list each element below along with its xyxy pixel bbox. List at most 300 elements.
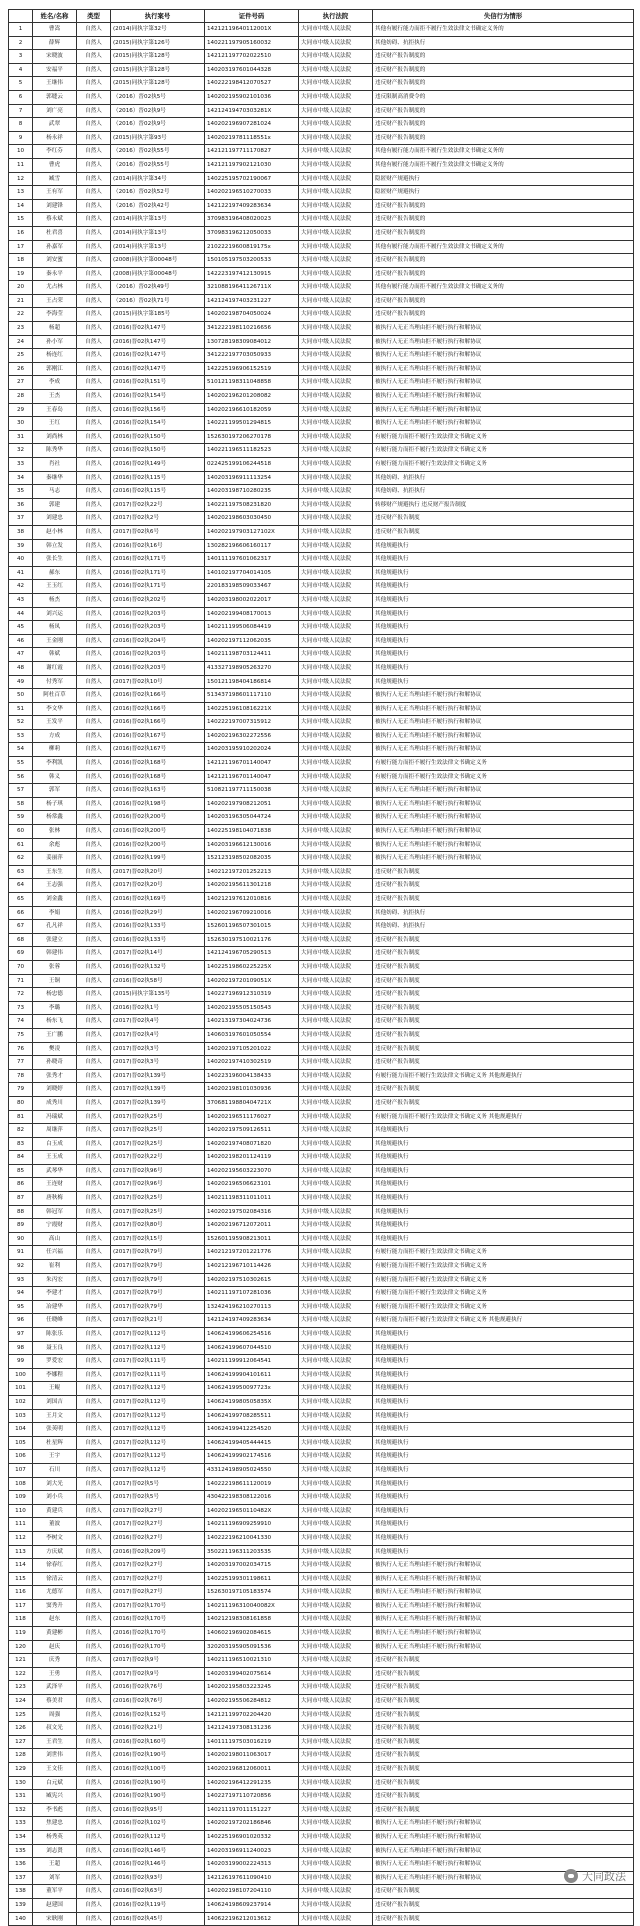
cell-index: 21 [9,294,33,308]
cell-case-number: （2016）晋02执49号 [111,281,205,295]
cell-case-number: (2016)晋02执203号 [111,621,205,635]
cell-index: 125 [9,1708,33,1722]
cell-name: 尤占林 [33,281,77,295]
cell-case-number: (2016)晋02执171号 [111,580,205,594]
cell-type: 自然人 [77,1491,111,1505]
table-row [9,63,634,77]
cell-type: 自然人 [77,1790,111,1804]
cell-case-number: (2016)晋02执170号 [111,1613,205,1627]
cell-name: 武泽平 [33,1681,77,1695]
cell-case-number: (2016)晋02执76号 [111,1695,205,1709]
cell-name: 刘世伟 [33,1749,77,1763]
cell-id-number: 140222196210041330 [205,1531,299,1545]
cell-type: 自然人 [77,104,111,118]
cell-court: 大同市中级人民法院 [299,1830,373,1844]
cell-case-number: (2017)晋02执3号 [111,1042,205,1056]
cell-case-number: (2016)晋02执1号 [111,1001,205,1015]
cell-name: 李文华 [33,702,77,716]
cell-id-number: 140212197201252213 [205,865,299,879]
cell-index: 66 [9,906,33,920]
table-row [9,743,634,757]
table-row [9,1164,634,1178]
cell-id-number: 140221196511182523 [205,444,299,458]
cell-case-number: (2017)晋02执111号 [111,1368,205,1382]
cell-id-number: 140202196302272556 [205,729,299,743]
cell-behavior: 其他规避执行 [373,1124,634,1138]
cell-index: 87 [9,1192,33,1206]
cell-type: 自然人 [77,1749,111,1763]
cell-behavior: 违反财产报告制度的 [373,63,634,77]
cell-name: 阿杜百草 [33,689,77,703]
cell-name: 杜君喜 [33,226,77,240]
cell-case-number: (2016)晋02执115号 [111,471,205,485]
cell-index: 17 [9,240,33,254]
cell-index: 136 [9,1858,33,1872]
cell-name: 叔文光 [33,1722,77,1736]
cell-id-number: 21022219600819175x [205,240,299,254]
cell-type: 自然人 [77,498,111,512]
cell-index: 25 [9,349,33,363]
cell-case-number: (2016)晋02执151号 [111,376,205,390]
cell-case-number: (2017)晋02执5号 [111,1477,205,1491]
table-row [9,716,634,730]
cell-name: 陈秀华 [33,444,77,458]
cell-case-number: (2017)晋02执112号 [111,1450,205,1464]
cell-index: 102 [9,1395,33,1409]
cell-index: 46 [9,634,33,648]
cell-type: 自然人 [77,1830,111,1844]
cell-case-number: (2017)晋02执27号 [111,1504,205,1518]
cell-name: 曹嵩 [33,23,77,37]
cell-court: 大同市中级人民法院 [299,63,373,77]
cell-type: 自然人 [77,729,111,743]
cell-court: 大同市中级人民法院 [299,430,373,444]
cell-type: 自然人 [77,335,111,349]
cell-case-number: （2016）晋02执71号 [111,294,205,308]
cell-type: 自然人 [77,240,111,254]
cell-case-number: (2017)晋02执5号 [111,1491,205,1505]
cell-name: 武翠 [33,118,77,132]
cell-behavior: 违反限制高消费令的 [373,90,634,104]
cell-type: 自然人 [77,1599,111,1613]
header-id-number: 证件号码 [205,10,299,23]
cell-case-number: (2016)晋02执154号 [111,417,205,431]
cell-behavior: 其他规避执行 [373,634,634,648]
cell-name: 周强 [33,1708,77,1722]
cell-court: 大同市中级人民法院 [299,36,373,50]
cell-name: 方成 [33,729,77,743]
table-row [9,308,634,322]
cell-court: 大同市中级人民法院 [299,512,373,526]
table-row [9,267,634,281]
table-row [9,1491,634,1505]
cell-name: 李娜程 [33,1368,77,1382]
cell-name: 王宇 [33,1450,77,1464]
cell-id-number: 14022519610816221X [205,702,299,716]
cell-court: 大同市中级人民法院 [299,1504,373,1518]
cell-name: 周继萍 [33,1124,77,1138]
cell-type: 自然人 [77,186,111,200]
cell-behavior: 有履行能力而拒不履行生效法律文书确定义务 [373,1287,634,1301]
cell-id-number: 140202198101030936 [205,1083,299,1097]
cell-court: 大同市中级人民法院 [299,893,373,907]
cell-type: 自然人 [77,607,111,621]
cell-type: 自然人 [77,566,111,580]
cell-index: 82 [9,1124,33,1138]
cell-court: 大同市中级人民法院 [299,444,373,458]
cell-court: 大同市中级人民法院 [299,1885,373,1899]
table-row [9,471,634,485]
cell-id-number: 413327198905263270 [205,661,299,675]
table-row [9,240,634,254]
cell-id-number: 140624198609237914 [205,1898,299,1912]
cell-case-number: (2017)晋02执21号 [111,1314,205,1328]
cell-case-number: (2014)同执字第34号 [111,172,205,186]
cell-name: 赵小林 [33,525,77,539]
cell-index: 107 [9,1463,33,1477]
cell-court: 大同市中级人民法院 [299,539,373,553]
cell-case-number: (2016)晋02执170号 [111,1640,205,1654]
cell-name: 朱丙宏 [33,1273,77,1287]
cell-court: 大同市中级人民法院 [299,1776,373,1790]
cell-name: 王春岛 [33,403,77,417]
cell-index: 31 [9,430,33,444]
cell-behavior: 其他规避执行 [373,1341,634,1355]
cell-court: 大同市中级人民法院 [299,593,373,607]
cell-name: 马志 [33,485,77,499]
cell-name: 韩义 [33,770,77,784]
cell-court: 大同市中级人民法院 [299,947,373,961]
cell-index: 52 [9,716,33,730]
table-row [9,1069,634,1083]
cell-case-number: (2016)晋02执170号 [111,1627,205,1641]
cell-court: 大同市中级人民法院 [299,1042,373,1056]
cell-name: 王勇 [33,1667,77,1681]
cell-type: 自然人 [77,1803,111,1817]
cell-behavior: 被执行人无正当理由拒不履行执行和解协议 [373,417,634,431]
cell-type: 自然人 [77,716,111,730]
table-row [9,1735,634,1749]
cell-type: 自然人 [77,852,111,866]
cell-index: 40 [9,553,33,567]
cell-name: 韩斌 [33,648,77,662]
cell-case-number: (2017)晋02执9号 [111,1654,205,1668]
cell-name: 杨超 [33,322,77,336]
cell-type: 自然人 [77,403,111,417]
cell-behavior: 违反财产报告制度 [373,1912,634,1926]
table-row [9,1817,634,1831]
cell-id-number: 140211199506084419 [205,621,299,635]
table-row [9,512,634,526]
cell-behavior: 被执行人无正当理由拒不履行执行和解协议 [373,349,634,363]
cell-id-number: 370983196408020023 [205,213,299,227]
cell-behavior: 被执行人无正当理由拒不履行执行和解协议 [373,390,634,404]
cell-name: 韩建伟 [33,947,77,961]
cell-index: 75 [9,1028,33,1042]
cell-name: 王东生 [33,865,77,879]
cell-behavior: 违反财产报告制度 [373,1083,634,1097]
cell-behavior: 其他规避执行 [373,1531,634,1545]
cell-index: 105 [9,1436,33,1450]
cell-id-number: 130282196606160117 [205,539,299,553]
cell-court: 大同市中级人民法院 [299,186,373,200]
cell-type: 自然人 [77,158,111,172]
cell-id-number: 350221196311203535 [205,1545,299,1559]
cell-name: 董军平 [33,1885,77,1899]
cell-court: 大同市中级人民法院 [299,1409,373,1423]
cell-type: 自然人 [77,1164,111,1178]
cell-name: 王连财 [33,1178,77,1192]
cell-index: 8 [9,118,33,132]
cell-behavior: 其他规避执行 [373,1382,634,1396]
cell-name: 杨永祥 [33,131,77,145]
cell-index: 57 [9,784,33,798]
table-row [9,593,634,607]
table-row [9,702,634,716]
cell-behavior: 其他规避执行 [373,661,634,675]
cell-court: 大同市中级人民法院 [299,131,373,145]
cell-case-number: (2016)晋02执190号 [111,1776,205,1790]
cell-court: 大同市中级人民法院 [299,729,373,743]
cell-court: 大同市中级人民法院 [299,1341,373,1355]
cell-type: 自然人 [77,689,111,703]
cell-index: 100 [9,1368,33,1382]
cell-index: 39 [9,539,33,553]
cell-court: 大同市中级人民法院 [299,1096,373,1110]
cell-behavior: 违反财产报告制度的 [373,104,634,118]
cell-court: 大同市中级人民法院 [299,1790,373,1804]
cell-type: 自然人 [77,1178,111,1192]
cell-type: 自然人 [77,580,111,594]
cell-type: 自然人 [77,825,111,839]
cell-case-number: (2014)同执字第13号 [111,213,205,227]
cell-court: 大同市中级人民法院 [299,390,373,404]
cell-type: 自然人 [77,1069,111,1083]
cell-name: 郝东 [33,566,77,580]
cell-id-number: 130728198309084012 [205,335,299,349]
cell-id-number: 140212196710114426 [205,1260,299,1274]
cell-id-number: 142121196701140047 [205,770,299,784]
cell-behavior: 被执行人无正当理由拒不履行执行和解协议 [373,1844,634,1858]
cell-court: 大同市中级人民法院 [299,1083,373,1097]
cell-name: 杜星辉 [33,1436,77,1450]
table-row [9,1096,634,1110]
table-row [9,1178,634,1192]
cell-index: 62 [9,852,33,866]
cell-court: 大同市中级人民法院 [299,1260,373,1274]
table-row [9,784,634,798]
cell-id-number: 142124197409283634 [205,1314,299,1328]
cell-index: 43 [9,593,33,607]
cell-name: 宋耿刚 [33,1912,77,1926]
cell-index: 69 [9,947,33,961]
cell-court: 大同市中级人民法院 [299,1164,373,1178]
cell-type: 自然人 [77,213,111,227]
cell-court: 大同市中级人民法院 [299,811,373,825]
table-row [9,1599,634,1613]
cell-id-number: 341222198110216656 [205,322,299,336]
cell-type: 自然人 [77,1858,111,1872]
cell-id-number: 37068119880404721X [205,1096,299,1110]
table-row [9,1667,634,1681]
cell-name: 秦继华 [33,471,77,485]
cell-index: 33 [9,458,33,472]
cell-type: 自然人 [77,1395,111,1409]
cell-court: 大同市中级人民法院 [299,1436,373,1450]
table-row [9,988,634,1002]
cell-type: 自然人 [77,1817,111,1831]
cell-case-number: (2017)晋02执27号 [111,1559,205,1573]
table-row [9,1477,634,1491]
table-row [9,1246,634,1260]
cell-name: 姜丽萍 [33,852,77,866]
header-name: 姓名/名称 [33,10,77,23]
cell-behavior: 其他妨碍、抗拒执行 [373,36,634,50]
cell-behavior: 违反财产报告制度 [373,1667,634,1681]
header-court: 执行法院 [299,10,373,23]
cell-behavior: 其他有履行能力而拒不履行生效法律文书确定义务的 [373,281,634,295]
cell-behavior: 违反财产报告制度的 [373,294,634,308]
cell-id-number: 341222197703050933 [205,349,299,363]
table-row [9,1776,634,1790]
cell-name: 孙嘉军 [33,240,77,254]
cell-name: 肖社 [33,458,77,472]
cell-index: 56 [9,770,33,784]
cell-type: 自然人 [77,1545,111,1559]
cell-behavior: 违反财产报告制度 [373,1735,634,1749]
cell-index: 18 [9,254,33,268]
cell-behavior: 有履行能力而拒不履行生效法律文书确定义务 [373,430,634,444]
cell-court: 大同市中级人民法院 [299,362,373,376]
cell-id-number: 430422198308122016 [205,1491,299,1505]
table-row [9,403,634,417]
cell-court: 大同市中级人民法院 [299,648,373,662]
cell-court: 大同市中级人民法院 [299,254,373,268]
cell-behavior: 被执行人无正当理由拒不履行执行和解协议 [373,784,634,798]
cell-court: 大同市中级人民法院 [299,213,373,227]
cell-name: 刘安蜜 [33,254,77,268]
cell-case-number: (2016)晋02执115号 [111,485,205,499]
cell-case-number: (2017)晋02执22号 [111,498,205,512]
cell-name: 刘广亮 [33,104,77,118]
cell-court: 大同市中级人民法院 [299,1246,373,1260]
cell-type: 自然人 [77,539,111,553]
cell-name: 赵庆 [33,1640,77,1654]
cell-index: 45 [9,621,33,635]
table-row [9,1232,634,1246]
cell-behavior: 其他有履行能力而拒不履行生效法律文书确定义务的 [373,23,634,37]
cell-name: 曹虎 [33,158,77,172]
cell-behavior: 被执行人无正当理由拒不履行执行和解协议 [373,1640,634,1654]
cell-type: 自然人 [77,1763,111,1777]
cell-case-number: (2017)晋02执20号 [111,865,205,879]
table-row [9,376,634,390]
cell-court: 大同市中级人民法院 [299,471,373,485]
table-row [9,580,634,594]
cell-type: 自然人 [77,1192,111,1206]
cell-index: 133 [9,1817,33,1831]
cell-name: 柳莉 [33,743,77,757]
cell-id-number: 140202196412291235 [205,1776,299,1790]
header-type: 类型 [77,10,111,23]
cell-case-number: (2016)晋02执203号 [111,607,205,621]
cell-name: 刘金鑫 [33,893,77,907]
cell-behavior: 其他规避执行 [373,1504,634,1518]
cell-court: 大同市中级人民法院 [299,1599,373,1613]
cell-type: 自然人 [77,634,111,648]
table-row [9,906,634,920]
table-row [9,1463,634,1477]
cell-court: 大同市中级人民法院 [299,634,373,648]
cell-case-number: (2016)晋02执146号 [111,1844,205,1858]
cell-case-number: (2014)同执字第13号 [111,240,205,254]
cell-behavior: 违反财产报告制度 [373,1803,634,1817]
cell-behavior: 违反财产报告制度的 [373,50,634,64]
table-row [9,974,634,988]
cell-type: 自然人 [77,1586,111,1600]
table-row [9,444,634,458]
cell-case-number: (2017)晋02执27号 [111,1586,205,1600]
cell-name: 谢红霞 [33,661,77,675]
cell-id-number: 140202196907281024 [205,118,299,132]
cell-behavior: 违反财产报告制度 [373,879,634,893]
cell-case-number: (2015)同执字第126号 [111,36,205,50]
cell-name: 王志强 [33,879,77,893]
cell-behavior: 有履行能力而拒不履行生效法律文书确定义务 [373,458,634,472]
cell-name: 臧雪 [33,172,77,186]
table-row [9,729,634,743]
cell-name: 徐春红 [33,1559,77,1573]
cell-court: 大同市中级人民法院 [299,1110,373,1124]
cell-id-number: 140211196310040082X [205,1599,299,1613]
cell-type: 自然人 [77,621,111,635]
cell-court: 大同市中级人民法院 [299,240,373,254]
cell-id-number: 140624199606254516 [205,1328,299,1342]
table-header-row [9,10,634,23]
cell-case-number: (2016)晋02执203号 [111,648,205,662]
cell-index: 76 [9,1042,33,1056]
cell-index: 35 [9,485,33,499]
cell-court: 大同市中级人民法院 [299,702,373,716]
cell-case-number: (2016)晋02执16号 [111,539,205,553]
cell-name: 蔡永斌 [33,213,77,227]
cell-type: 自然人 [77,1341,111,1355]
cell-court: 大同市中级人民法院 [299,1803,373,1817]
table-row [9,1586,634,1600]
cell-court: 大同市中级人民法院 [299,1219,373,1233]
cell-case-number: (2017)晋02执96号 [111,1178,205,1192]
cell-court: 大同市中级人民法院 [299,1898,373,1912]
cell-case-number: (2016)晋02执147号 [111,362,205,376]
cell-type: 自然人 [77,947,111,961]
cell-name: 张长生 [33,553,77,567]
cell-type: 自然人 [77,784,111,798]
cell-index: 131 [9,1790,33,1804]
table-row [9,1763,634,1777]
cell-name: 陈张乐 [33,1328,77,1342]
cell-case-number: (2016)晋02执209号 [111,1545,205,1559]
table-row [9,1409,634,1423]
cell-name: 杨杰 [33,593,77,607]
cell-name: 刘兴运 [33,607,77,621]
cell-court: 大同市中级人民法院 [299,1028,373,1042]
table-row [9,1531,634,1545]
cell-name: 李娟 [33,906,77,920]
cell-case-number: (2016)晋02执204号 [111,634,205,648]
cell-case-number: (2017)晋02执27号 [111,1518,205,1532]
cell-name: 白玉成 [33,1137,77,1151]
cell-type: 自然人 [77,1477,111,1491]
